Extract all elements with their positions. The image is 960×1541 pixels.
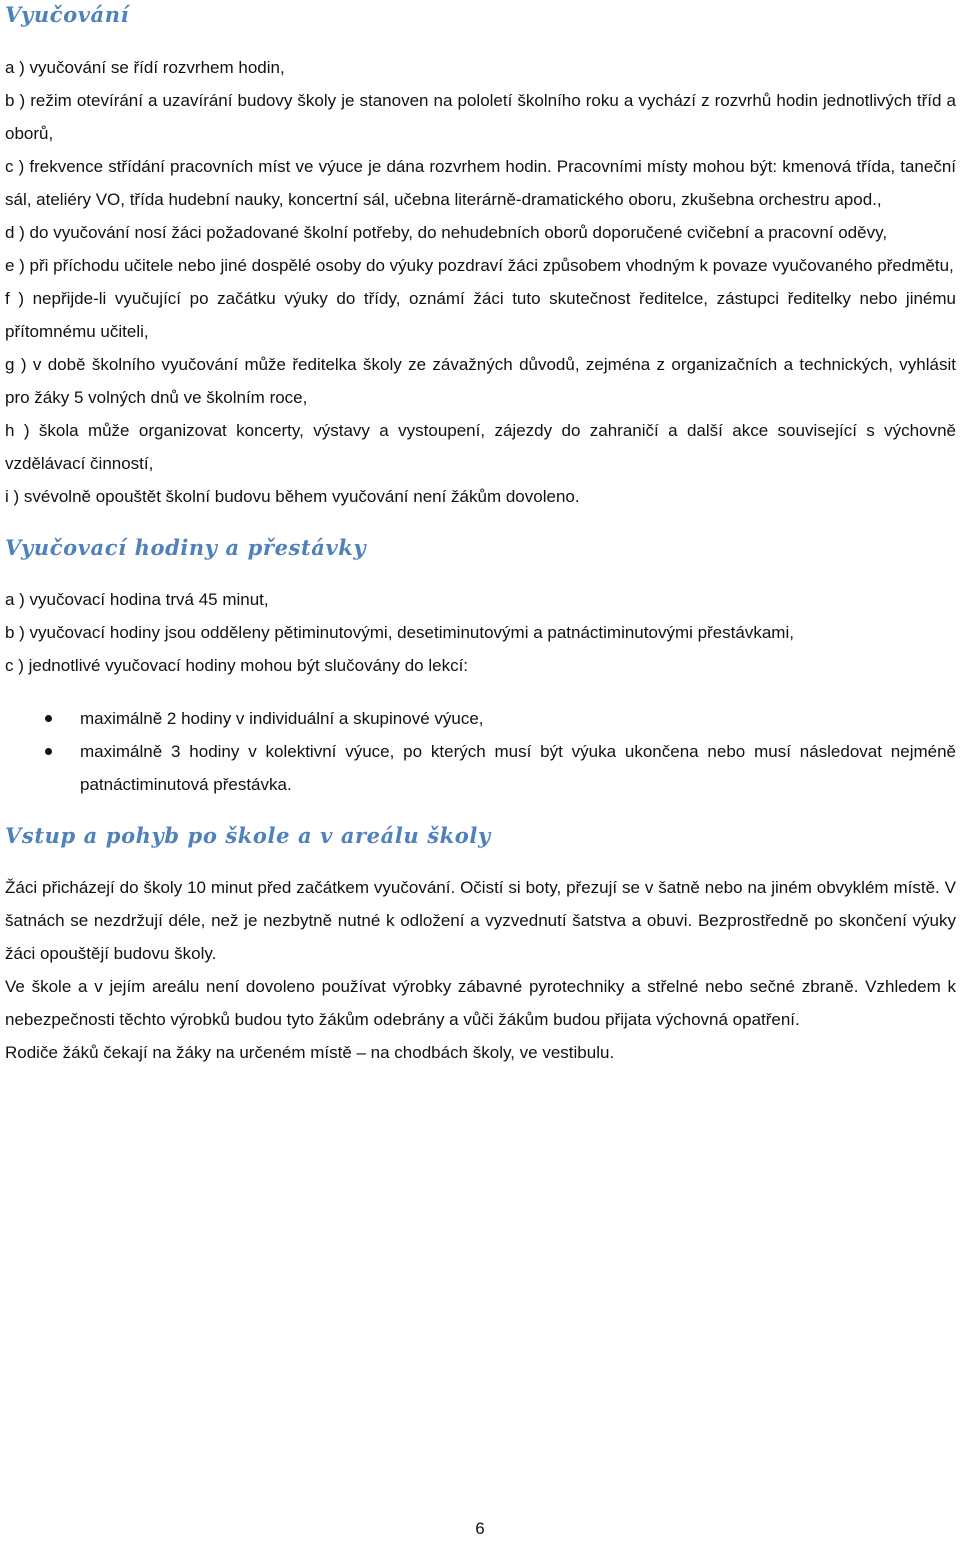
paragraph: f ) nepřijde-li vyučující po začátku výuky do třídy, oznámí žáci tuto skutečnost ředitelce, zástupci ředitelky nebo jinému přítomnému učiteli,	[5, 289, 956, 341]
section-heading-vyucovani: Vyučování	[5, 2, 130, 27]
paragraph: c ) frekvence střídání pracovních míst ve výuce je dána rozvrhem hodin. Pracovními místy mohou být: kmenová třída, taneční sál, ateliéry VO, třída hudební nauky, koncertní sál, učebna literárně-dramatického oboru, zkušebna orchestru apod.,	[5, 157, 956, 209]
paragraph: b ) režim otevírání a uzavírání budovy školy je stanoven na pololetí školního roku a vychází z rozvrhů hodin jednotlivých tříd a oborů,	[5, 91, 956, 143]
section-heading-vyucovaci-hodiny: Vyučovací hodiny a přestávky	[5, 535, 367, 560]
bullet-list	[5, 702, 956, 801]
paragraph: d ) do vyučování nosí žáci požadované školní potřeby, do nehudebních oborů doporučené cvičební a pracovní oděvy,	[5, 223, 888, 242]
paragraph: Ve škole a v jejím areálu není dovoleno používat výrobky zábavné pyrotechniky a střelné nebo sečné zbraně. Vzhledem k nebezpečnosti těchto výrobků budou tyto žákům odebrány a vůči žákům budou přijata výchovná opatření.	[5, 977, 956, 1029]
paragraph: Rodiče žáků čekají na žáky na určeném místě – na chodbách školy, ve vestibulu.	[5, 1043, 615, 1062]
paragraph: g ) v době školního vyučování může ředitelka školy ze závažných důvodů, zejména z organizačních a technických, vyhlásit pro žáky 5 volných dnů ve školním roce,	[5, 355, 956, 407]
paragraph: b ) vyučovací hodiny jsou odděleny pětiminutovými, desetiminutovými a patnáctiminutovými přestávkami,	[5, 623, 794, 642]
paragraph: a ) vyučování se řídí rozvrhem hodin,	[5, 58, 285, 77]
list-item: maximálně 3 hodiny v kolektivní výuce, po kterých musí být výuka ukončena nebo musí následovat nejméně patnáctiminutová přestávka.	[5, 735, 956, 801]
list-item: maximálně 2 hodiny v individuální a skupinové výuce,	[5, 702, 956, 735]
paragraph: a ) vyučovací hodina trvá 45 minut,	[5, 590, 269, 609]
paragraph: Žáci přicházejí do školy 10 minut před začátkem vyučování. Očistí si boty, přezují se v šatně nebo na jiném obvyklém místě. V šatnách se nezdržují déle, než je nezbytně nutné k odložení a vyzvednutí šatstva a obuvi. Bezprostředně po skončení výuky žáci opouštějí budovu školy.	[5, 878, 956, 963]
paragraph: i ) svévolně opouštět školní budovu během vyučování není žákům dovoleno.	[5, 487, 580, 506]
paragraph: e ) při příchodu učitele nebo jiné dospělé osoby do výuky pozdraví žáci způsobem vhodným k povaze vyučovaného předmětu,	[5, 256, 954, 275]
section-heading-vstup-a-pohyb: Vstup a pohyb po škole a v areálu školy	[5, 823, 491, 848]
paragraph: h ) škola může organizovat koncerty, výstavy a vystoupení, zájezdy do zahraničí a další akce související s výchovně vzdělávací činností,	[5, 421, 956, 473]
page-number: 6	[475, 1519, 485, 1538]
paragraph: c ) jednotlivé vyučovací hodiny mohou být slučovány do lekcí:	[5, 656, 469, 675]
